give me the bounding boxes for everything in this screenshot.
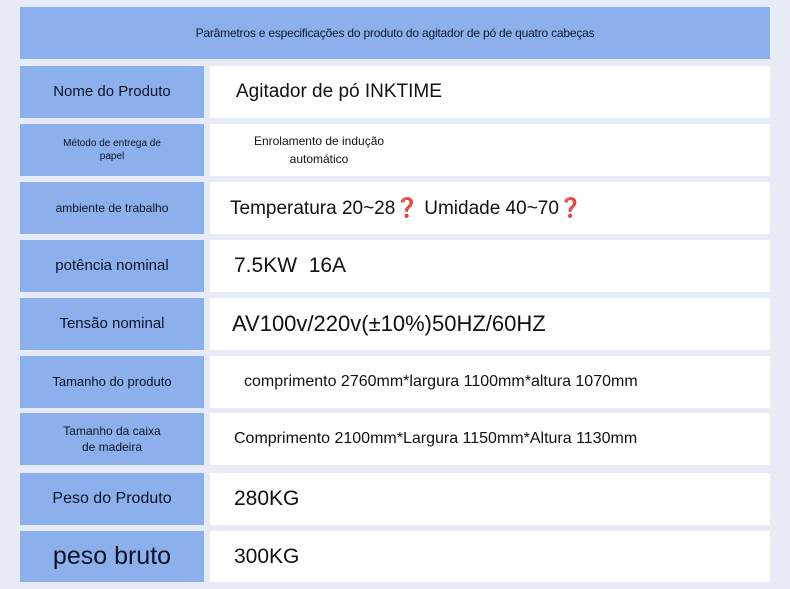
spec-value: 300KG <box>210 531 770 582</box>
spec-value: 280KG <box>210 473 770 525</box>
spec-value: 7.5KW 16A <box>210 240 770 292</box>
spec-value: Comprimento 2100mm*Largura 1150mm*Altura 1130mm <box>210 413 770 465</box>
spec-row-product-weight <box>20 473 770 525</box>
spec-row-product-size <box>20 356 770 408</box>
table-title: Parâmetros e especificações do produto do agitador de pó de quatro cabeças <box>20 7 770 59</box>
spec-label: Nome do Produto <box>20 66 204 118</box>
spec-label: Método de entrega de papel <box>20 124 204 176</box>
spec-row-rated-power <box>20 240 770 292</box>
spec-row-working-environment <box>20 182 770 234</box>
spec-value: AV100v/220v(±10%)50HZ/60HZ <box>210 298 770 350</box>
spec-label: Tamanho da caixa de madeira <box>20 413 204 465</box>
spec-label: peso bruto <box>20 531 204 582</box>
spec-label: Tensão nominal <box>20 298 204 350</box>
spec-label: potência nominal <box>20 240 204 292</box>
spec-row-rated-voltage <box>20 298 770 350</box>
spec-value: comprimento 2760mm*largura 1100mm*altura 1070mm <box>210 356 770 408</box>
spec-label: Peso do Produto <box>20 473 204 525</box>
spec-row-paper-delivery <box>20 124 770 176</box>
spec-value: Enrolamento de indução automático <box>210 124 770 176</box>
spec-value: Agitador de pó INKTIME <box>210 66 770 118</box>
spec-row-product-name <box>20 66 770 118</box>
spec-label: Tamanho do produto <box>20 356 204 408</box>
spec-label: ambiente de trabalho <box>20 182 204 234</box>
spec-row-wooden-box-size <box>20 413 770 465</box>
spec-row-gross-weight <box>20 531 770 582</box>
spec-value: Temperatura 20~28❓ Umidade 40~70❓ <box>210 182 770 234</box>
